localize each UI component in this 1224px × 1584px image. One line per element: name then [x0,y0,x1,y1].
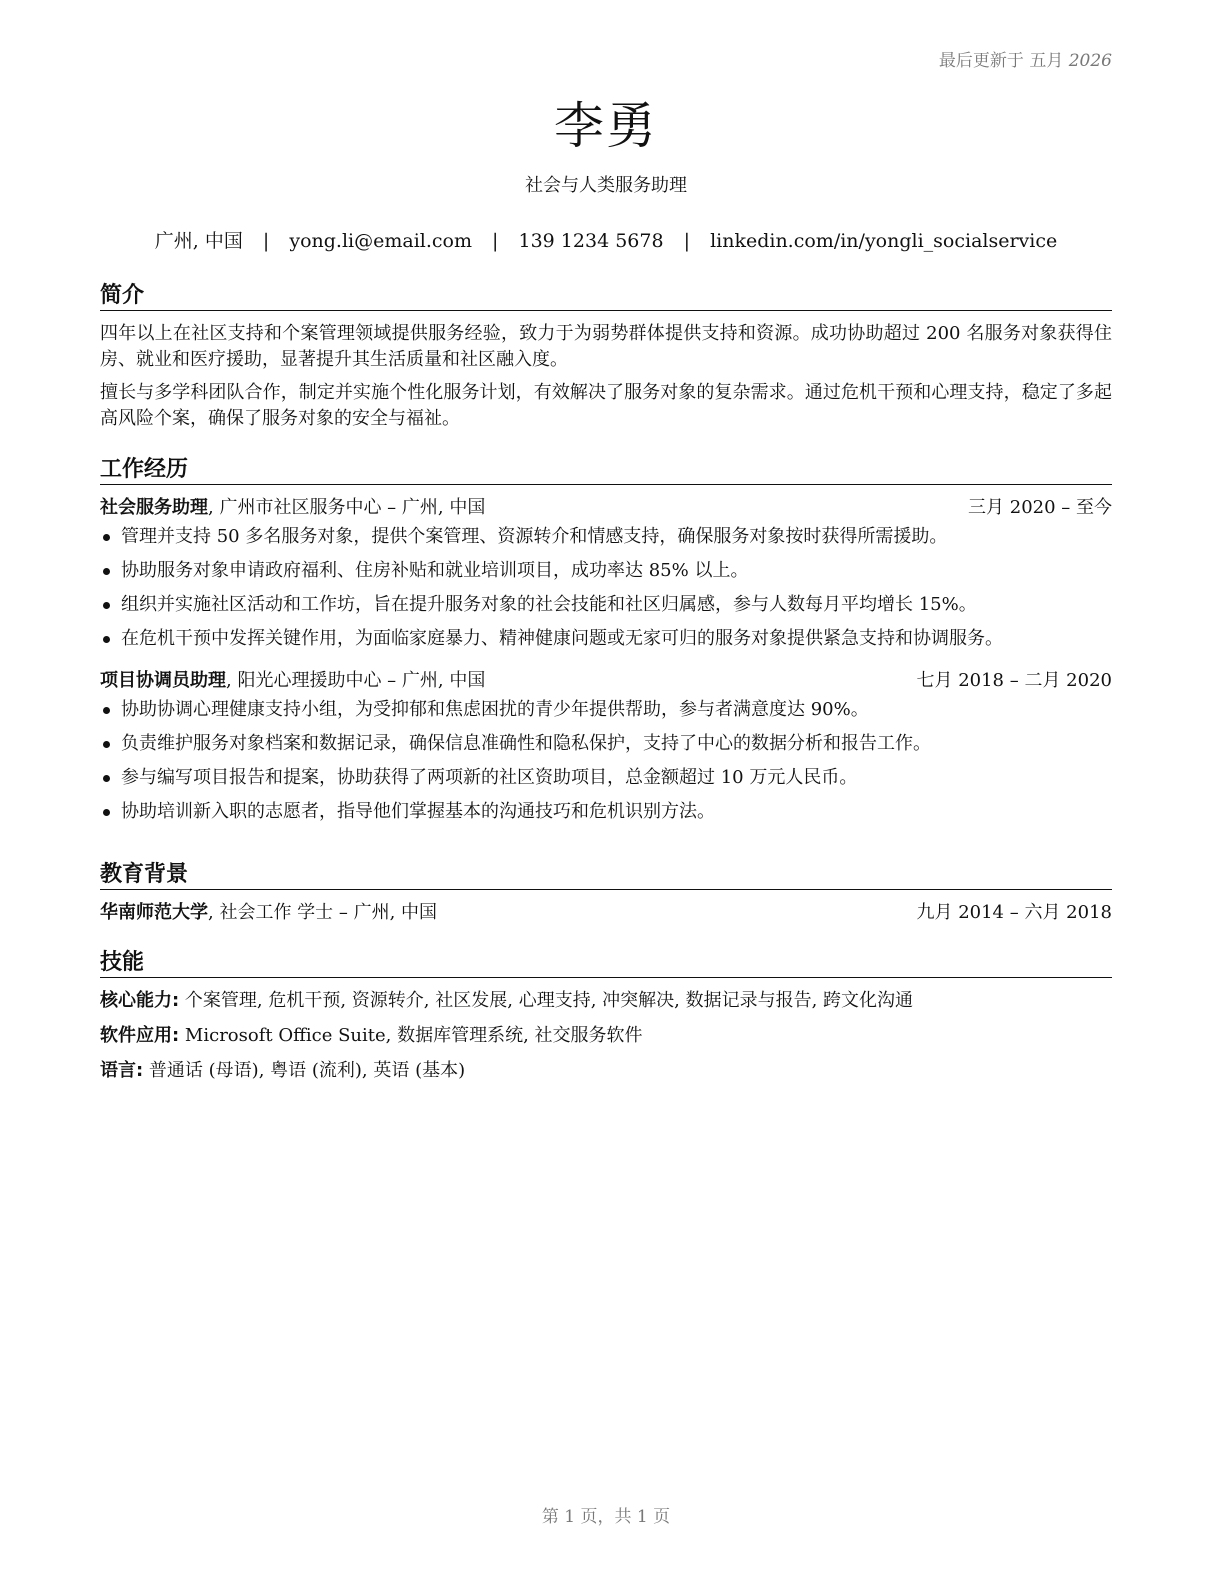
job-bullet: 参与编写项目报告和提案，协助获得了两项新的社区资助项目，总金额超过 10 万元人民币。 [100,765,1112,791]
contact-location: 广州, 中国 [154,230,243,252]
candidate-name: 李勇 [554,97,658,155]
job-dates: 七月 2018 – 二月 2020 [916,670,1112,691]
resume-page [100,0,1112,1584]
skill-label: 核心能力: [100,990,180,1011]
job-bullets [100,524,1112,652]
last-updated-prefix: 最后更新于 五月 [938,51,1064,71]
education-title-line [100,900,437,926]
skill-row [100,1058,1112,1084]
experience-section [100,452,1112,833]
candidate-title: 社会与人类服务助理 [525,175,687,196]
contact-separator: | [262,230,270,252]
job-bullet: 协助协调心理健康支持小组，为受抑郁和焦虑困扰的青少年提供帮助，参与者满意度达 90%。 [100,697,1112,723]
section-heading: 教育背景 [100,857,1112,890]
skill-label: 语言: [100,1060,144,1081]
skill-label: 软件应用: [100,1025,180,1046]
job-bullet: 负责维护服务对象档案和数据记录，确保信息准确性和隐私保护，支持了中心的数据分析和报告工作。 [100,731,1112,757]
job-org: , 广州市社区服务中心 – 广州, 中国 [208,497,486,518]
contact-line [100,226,1112,253]
education-school: 华南师范大学 [100,902,208,923]
job-title-line [100,668,485,694]
contact-separator: | [683,230,691,252]
skill-value: 普通话 (母语), 粤语 (流利), 英语 (基本) [143,1060,466,1081]
job-header [100,668,1112,694]
summary-paragraph: 擅长与多学科团队合作，制定并实施个性化服务计划，有效解决了服务对象的复杂需求。通过危机干预和心理支持，稳定了多起高风险个案，确保了服务对象的安全与福祉。 [100,382,1112,429]
job-header [100,495,1112,521]
page-footer: 第 1 页，共 1 页 [541,1507,671,1527]
job-bullet: 管理并支持 50 多名服务对象，提供个案管理、资源转介和情感支持，确保服务对象按时获得所需援助。 [100,524,1112,550]
summary-section [100,278,1112,439]
skill-value: Microsoft Office Suite, 数据库管理系统, 社交服务软件 [179,1025,643,1046]
job-title-line [100,495,485,521]
skill-row [100,988,1112,1014]
job-dates: 三月 2020 – 至今 [968,497,1112,518]
job-bullet: 协助培训新入职的志愿者，指导他们掌握基本的沟通技巧和危机识别方法。 [100,799,1112,825]
job-bullet: 协助服务对象申请政府福利、住房补贴和就业培训项目，成功率达 85% 以上。 [100,558,1112,584]
summary-paragraph: 四年以上在社区支持和个案管理领域提供服务经验，致力于为弱势群体提供支持和资源。成功协助超过 200 名服务对象获得住房、就业和医疗援助，显著提升其生活质量和社区融入度。 [100,323,1112,370]
job-bullet: 组织并实施社区活动和工作坊，旨在提升服务对象的社会技能和社区归属感，参与人数每月平均增长 15%。 [100,592,1112,618]
job-role: 社会服务助理 [100,497,208,518]
job-bullet: 在危机干预中发挥关键作用，为面临家庭暴力、精神健康问题或无家可归的服务对象提供紧急支持和协调服务。 [100,626,1112,652]
skill-value: 个案管理, 危机干预, 资源转介, 社区发展, 心理支持, 冲突解决, 数据记录与报告, 跨文化沟通 [179,990,914,1011]
section-heading: 工作经历 [100,452,1112,485]
education-entry [100,900,1112,926]
job-role: 项目协调员助理 [100,670,226,691]
education-detail: , 社会工作 学士 – 广州, 中国 [208,902,438,923]
section-heading: 简介 [100,278,1112,311]
education-dates: 九月 2014 – 六月 2018 [916,902,1112,923]
job-bullets [100,697,1112,825]
contact-phone: 139 1234 5678 [518,230,664,252]
job-entry [100,495,1112,652]
contact-email[interactable]: yong.li@email.com [289,230,472,252]
last-updated [939,46,1112,71]
section-heading: 技能 [100,945,1112,978]
last-updated-year: 2026 [1068,51,1112,71]
skills-section [100,945,1112,1093]
education-section [100,857,1112,926]
contact-linkedin[interactable]: linkedin.com/in/yongli_socialservice [710,230,1058,252]
job-entry [100,668,1112,825]
job-org: , 阳光心理援助中心 – 广州, 中国 [226,670,486,691]
skill-row [100,1023,1112,1049]
contact-separator: | [492,230,499,252]
